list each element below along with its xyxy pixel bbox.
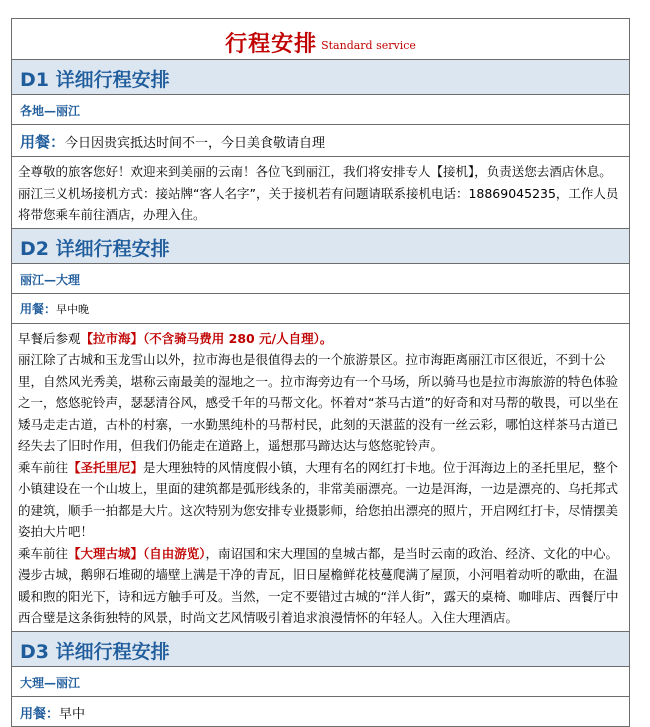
day2-paragraph-4: 乘车前往【大理古城】（自由游览），南诏国和宋大理国的皇城古都，是当时云南的政治、经济、文化的中心。漫步古城，鹅卵石堆砌的墙壁上满是干净的青瓦，旧日屋檐鲜花枝蔓爬满了屋顶，小河唱着动听的歌曲，在温暖和煦的阳光下，诗和远方触手可及。当然，一定不要错过古城的“洋人街”，露天的桌椅、咖啡店、西餐厅中西合璧是这条街独特的风景，时尚文艺风情吸引着追求浪漫情怀的年轻人。入住大理酒店。 bbox=[18, 545, 619, 625]
day2-meal-label: 用餐： bbox=[20, 301, 57, 316]
day3-meal-value: 早中 bbox=[59, 706, 86, 722]
day3-meal-row bbox=[11, 697, 630, 727]
day1-header bbox=[11, 60, 630, 95]
day1-route-row bbox=[11, 95, 630, 125]
day1-route: 各地—丽江 bbox=[20, 104, 81, 118]
day2-paragraph-3: 乘车前往【圣托里尼】是大理独特的风情度假小镇，大理有名的网红打卡地。位于洱海边上的圣托里尼，整个小镇建设在一个山坡上，里面的建筑都是弧形线条的，非常美丽漂亮。一边是洱海，一边是漂亮的、乌托邦式的建筑，顺手一拍都是大片。这次特别为您安排专业摄影师，给您拍出漂亮的照片，开启网红打卡，尽情摆美姿拍大片吧！ bbox=[18, 459, 619, 539]
day1-paragraph: 全尊敬的旅客您好！欢迎来到美丽的云南！各位飞到丽江，我们将安排专人【接机】，负责送您去酒店休息。丽江三义机场接机方式：接站牌“客人名字”，关于接机若有问题请联系接机电话：18869045235，工作人员将带您乘车前往酒店，办理入住。 bbox=[18, 164, 619, 222]
day2-meal-value: 早中晚 bbox=[56, 302, 90, 316]
day3-route-row bbox=[11, 667, 630, 697]
day2-route: 丽江—大理 bbox=[20, 272, 81, 287]
day3-title: D3 详细行程安排 bbox=[20, 640, 170, 663]
itinerary-table bbox=[11, 18, 630, 727]
dali-oldtown-highlight: 【大理古城】（自由游览） bbox=[68, 545, 206, 561]
day2-header bbox=[11, 229, 630, 264]
itinerary-header bbox=[11, 18, 630, 60]
santorini-highlight: 【圣托里尼】 bbox=[68, 459, 144, 475]
day2-title: D2 详细行程安排 bbox=[20, 237, 170, 260]
day2-paragraph-2: 丽江除了古城和玉龙雪山以外，拉市海也是很值得去的一个旅游景区。拉市海距离丽江市区很近，不到十公里，自然风光秀美，堪称云南最美的湿地之一。拉市海旁边有一个马场，所以骑马也是拉市海旅游的特色体验之一，悠悠驼铃声，瑟瑟清谷风，感受千年的马帮文化。怀着对“茶马古道”的好奇和对马帮的敬畏，可以坐在矮马走走古道，古朴的村寨，一水勤黑纯朴的马帮村民，此刻的天湛蓝的没有一丝云彩，哪怕这样茶马古道已经失去了旧时作用，但我们仍能走在道路上，遥想那马蹄达达与悠悠驼铃声。 bbox=[18, 352, 619, 453]
day3-header bbox=[11, 632, 630, 667]
day1-meal-value: 今日因贵宾抵达时间不一，今日美食敬请自理 bbox=[65, 136, 326, 151]
day2-description bbox=[11, 324, 630, 632]
day1-meal-row bbox=[11, 125, 630, 157]
page-title: 行程安排 bbox=[225, 32, 318, 57]
day2-meal-row bbox=[11, 294, 630, 324]
day2-paragraph-1: 早餐后参观【拉市海】（不含骑马费用 280 元/人自理）。 bbox=[18, 330, 333, 346]
day1-meal-label: 用餐： bbox=[20, 133, 66, 151]
day3-meal-label: 用餐： bbox=[20, 706, 60, 722]
day1-title: D1 详细行程安排 bbox=[20, 69, 170, 91]
day1-description bbox=[11, 157, 630, 229]
day3-route: 大理—丽江 bbox=[20, 675, 81, 690]
page-subtitle: Standard service bbox=[321, 39, 416, 52]
lashihai-highlight: 【拉市海】（不含骑马费用 280 元/人自理） bbox=[80, 330, 320, 346]
day2-route-row bbox=[11, 264, 630, 294]
